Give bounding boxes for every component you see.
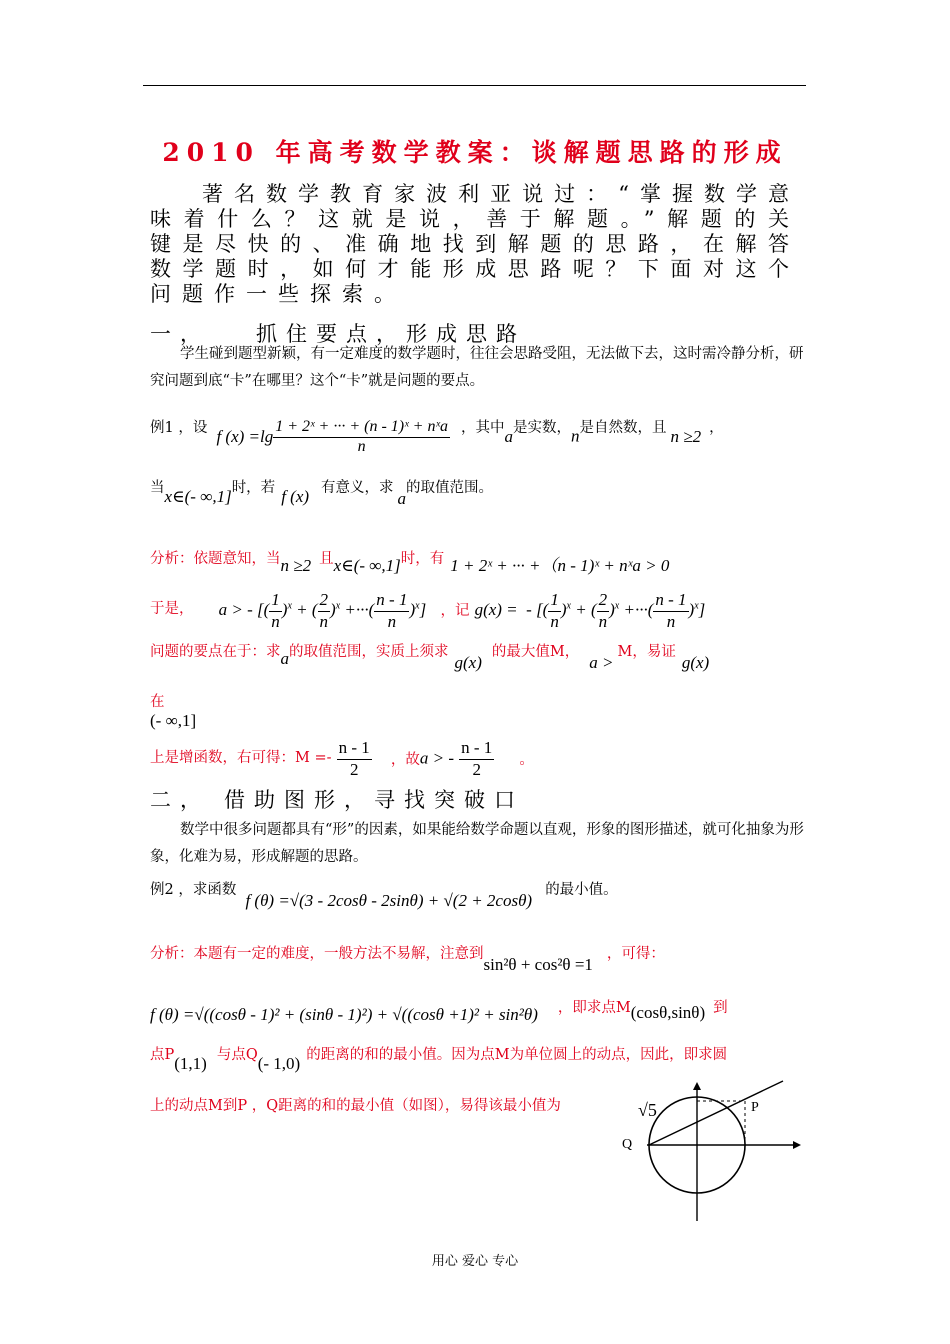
analysis2-line1 — [150, 942, 665, 974]
analysis2-point-q: 与点Q — [216, 1047, 258, 1063]
label-p: P — [751, 1100, 759, 1115]
analysis1-var-a: a — [280, 649, 289, 668]
frac-1-n: $\frac{1}{n}$ — [271, 590, 280, 631]
example1-meaningful: 有意义，求 — [321, 480, 394, 496]
analysis2-line3 — [150, 1043, 728, 1073]
analysis1-intro: 分析：依题意知，当 — [150, 551, 281, 567]
page-title: 2010 年高考数学教案：谈解题思路的形成 — [162, 138, 788, 167]
analysis2-line4 — [150, 1094, 561, 1115]
analysis1-have: 时，有 — [400, 551, 445, 567]
analysis1-g-def: g(x) = - [( $\frac{1}{n}$ )$^x$ + ( $\frac{2}{n}$ )$^x$ +···( $\frac{n - 1}{n}$ )$^x$] — [474, 590, 706, 631]
header-rule — [143, 85, 806, 86]
example1-when: 当 — [150, 480, 165, 496]
analysis1-denote: ，记 — [440, 602, 470, 619]
analysis1-n-cond: n ≥2 — [280, 556, 312, 575]
analysis1-line4 — [150, 690, 196, 731]
analysis1-gx2: g(x) — [681, 653, 710, 672]
analysis2-point-m: ，即求点M — [557, 1000, 631, 1016]
example1-text-1: ，其中 — [461, 419, 505, 436]
analysis2-conclusion: 上的动点M到P ，Q距离的和的最小值（如图），易得该最小值为 — [150, 1098, 561, 1114]
example1-var-n: n — [571, 426, 580, 446]
analysis2-m-coords: (cosθ,sinθ) — [630, 1003, 706, 1022]
analysis1-period: 。 — [519, 751, 534, 768]
example1-comma: ， — [709, 419, 724, 436]
example1-line — [150, 418, 724, 456]
section2-heading-text: 借助图形，寻找突破口 — [224, 788, 524, 812]
frac-g-1-n: $\frac{1}{n}$ — [550, 590, 559, 631]
analysis2-line2 — [150, 996, 728, 1024]
example2-line — [150, 882, 618, 910]
section1-heading-text: 抓住要点，形成思路 — [256, 322, 526, 346]
analysis1-increasing: 上是增函数，右可得：M =- — [150, 749, 332, 766]
example2-minimum: 的最小值。 — [545, 882, 618, 898]
example2-label: 例2 ，求函数 — [150, 882, 237, 898]
example1-function-name: f (x) =lg — [216, 426, 274, 446]
example1-line2 — [150, 480, 494, 508]
analysis2-getting: ，可得： — [606, 946, 665, 962]
example1-condition: n ≥2 — [670, 426, 702, 446]
analysis1-a-bound: a > - [( $\frac{1}{n}$ )$^x$ + ( $\frac{2}{n}$ )$^x$ +···( $\frac{n - 1}{n}$ )$^x$] — [218, 590, 431, 631]
analysis1-inequality: 1 + 2ˣ + ··· +（n - 1)ˣ + nˣa > 0 — [450, 556, 670, 575]
analysis1-essence: 的取值范围，实质上须求 — [289, 644, 449, 660]
analysis1-result-lhs: a > - — [419, 748, 455, 768]
analysis1-key: 问题的要点在于：求 — [150, 644, 281, 660]
analysis1-result-den: 2 — [472, 760, 481, 779]
analysis1-line3 — [150, 640, 710, 672]
intro-paragraph: 著名数学教育家波利亚说过：“掌握数学意味着什么？这就是说，善于解题。”解题的关键是尽快的、准确地找到解题的思路，在解答数学题时，如何才能形成思路呢？下面对这个问题作一些探索。 — [150, 182, 800, 306]
analysis2-min-value: √5 — [638, 1100, 657, 1120]
section2-paragraph: 数学中很多问题都具有“形”的因素，如果能给数学命题以直观，形象的图形描述，就可化抽象为形象，化难为易，形成解题的思路。 — [150, 822, 804, 865]
frac-2-n: $\frac{2}{n}$ — [319, 590, 329, 631]
frac-n1-n: $\frac{n - 1}{n}$ — [376, 590, 408, 631]
example1-fraction — [273, 418, 450, 456]
example1-text-2: 是实数， — [513, 419, 572, 436]
x-axis-arrow — [793, 1141, 801, 1149]
example1-numerator: 1 + 2ˣ + ··· + (n - 1)ˣ + nˣa — [273, 418, 450, 438]
section1-paragraph: 学生碰到题型新颖，有一定难度的数学题时，往往会思路受阻，无法做下去，这时需冷静分析，研究问题到底“卡”在哪里？这个“卡”就是问题的要点。 — [150, 346, 804, 389]
analysis2-p-coords: (1,1) — [174, 1054, 207, 1073]
analysis2-intro: 分析：本题有一定的难度，一般方法不易解，注意到 — [150, 946, 484, 962]
analysis1-max-fraction — [337, 738, 372, 780]
example1-denominator: n — [357, 438, 366, 455]
analysis1-result-fraction — [459, 738, 494, 780]
analysis1-domain: x∈(- ∞,1] — [333, 556, 401, 575]
analysis1-on: 在 — [150, 694, 165, 710]
analysis1-max: 的最大值M， — [491, 644, 580, 660]
example1-text-3: 是自然数，且 — [579, 419, 667, 436]
analysis2-q-coords: (- 1,0) — [257, 1054, 301, 1073]
frac-g-n1-n: $\frac{n - 1}{n}$ — [655, 590, 687, 631]
example1-domain: x∈(- ∞,1] — [164, 487, 232, 506]
example1-var-a: a — [504, 426, 514, 446]
analysis1-result-num: n - 1 — [459, 738, 494, 760]
example1-label: 例1 ，设 — [150, 419, 208, 436]
analysis1-hence: ，故 — [390, 751, 420, 768]
frac-g-2-n: $\frac{2}{n}$ — [598, 590, 608, 631]
example2-function: f (θ) =√(3 - 2cosθ - 2sinθ) + √(2 + 2cosθ) — [245, 891, 533, 910]
analysis1-line1 — [150, 543, 670, 575]
analysis2-to: 到 — [713, 1000, 728, 1016]
page-footer: 用心 爱心 专心 — [431, 1254, 519, 1269]
section2-heading-number: 二， — [150, 788, 210, 812]
analysis2-point-p: 点P — [150, 1047, 175, 1063]
section1-heading-number: 一， — [150, 322, 210, 346]
analysis2-explanation: 的距离的和的最小值。因为点M为单位圆上的动点，因此，即求圆 — [306, 1047, 728, 1063]
analysis2-distance-sum: f (θ) =√((cosθ - 1)² + (sinθ - 1)²) + √((cosθ +1)² + sin²θ) — [150, 1005, 538, 1024]
analysis1-line2 — [150, 590, 705, 632]
example1-var-a2: a — [397, 489, 407, 508]
analysis1-max-num: n - 1 — [337, 738, 372, 760]
example1-range: 的取值范围。 — [406, 480, 494, 496]
analysis1-therefore: 于是， — [150, 600, 194, 617]
unit-circle-figure — [615, 1075, 815, 1225]
analysis1-interval: (- ∞,1] — [150, 711, 197, 730]
analysis1-prove: M，易证 — [617, 644, 676, 660]
label-q: Q — [622, 1137, 633, 1152]
analysis2-identity: sin²θ + cos²θ =1 — [483, 955, 593, 974]
example1-if: 时，若 — [231, 480, 276, 496]
analysis1-line5 — [150, 738, 534, 780]
section2-heading — [150, 784, 524, 814]
y-axis-arrow — [693, 1082, 701, 1090]
analysis1-max-den: 2 — [349, 760, 359, 779]
example1-fx: f (x) — [281, 487, 310, 506]
analysis1-a-gt: a > — [589, 653, 614, 672]
analysis1-and: 且 — [319, 551, 334, 567]
analysis1-gx: g(x) — [454, 653, 482, 672]
line-q-to-p — [649, 1081, 783, 1145]
